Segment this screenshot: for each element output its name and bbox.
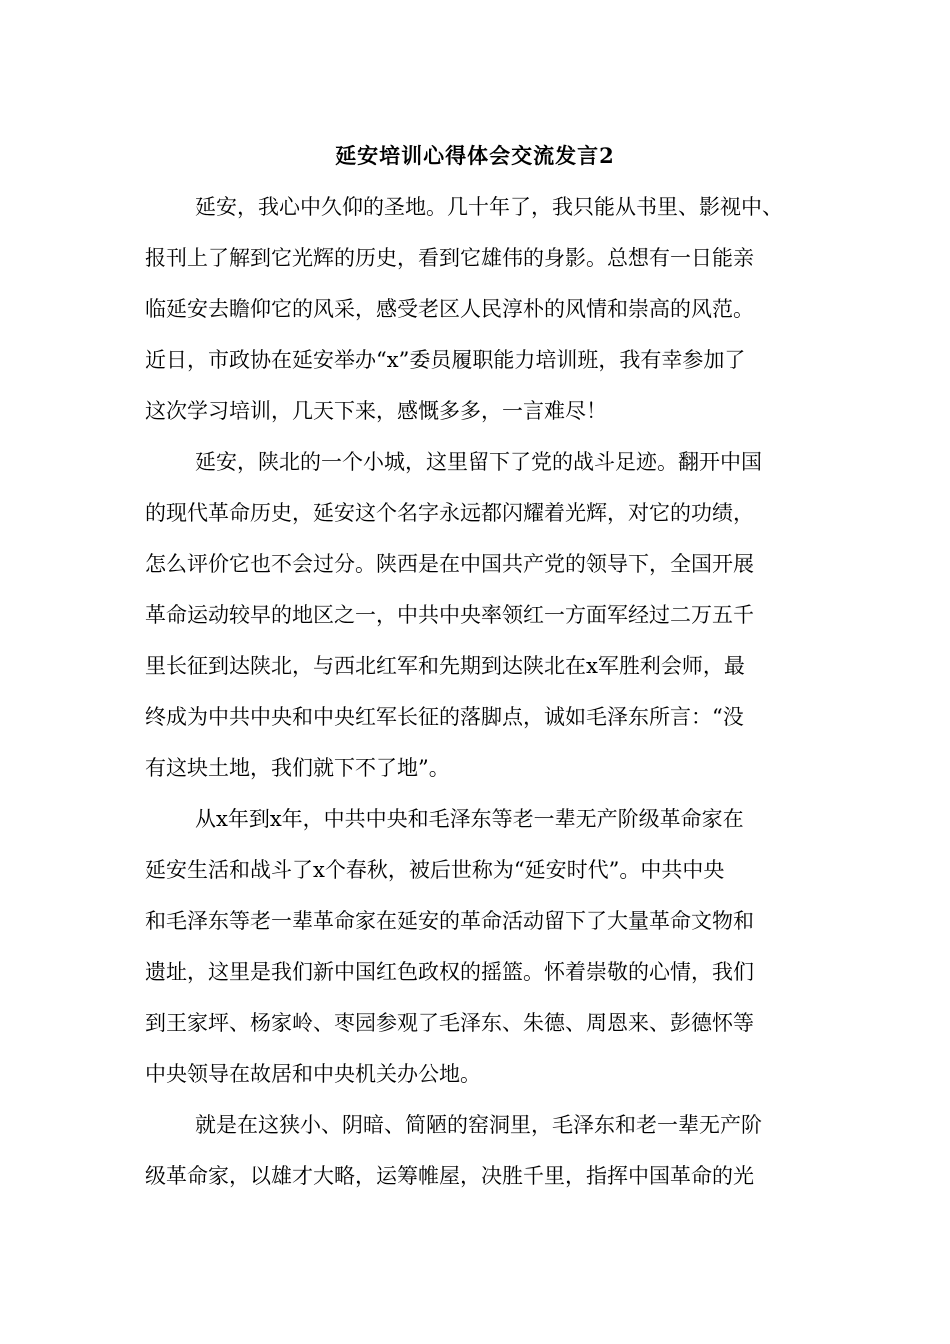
paragraph-line: 级革命家，以雄才大略，运筹帷屋，决胜千里，指挥中国革命的光	[145, 1164, 754, 1188]
paragraph-4	[145, 1107, 810, 1209]
paragraph-line: 遗址，这里是我们新中国红色政权的摇篮。怀着崇敬的心情，我们	[145, 960, 754, 984]
paragraph-line: 延安，我心中久仰的圣地。几十年了，我只能从书里、影视中、	[195, 195, 783, 219]
paragraph-1	[145, 189, 810, 444]
document-title: 延安培训心得体会交流发言2	[335, 143, 615, 168]
paragraph-line: 延安，陕北的一个小城，这里留下了党的战斗足迹。翻开中国	[195, 450, 762, 474]
paragraph-line: 报刊上了解到它光辉的历史，看到它雄伟的身影。总想有一日能亲	[145, 246, 754, 270]
paragraph-line: 延安生活和战斗了x个春秋，被后世称为“延安时代”。中共中央	[145, 858, 725, 882]
paragraph-line: 到王家坪、杨家岭、枣园参观了毛泽东、朱德、周恩来、彭德怀等	[145, 1011, 754, 1035]
paragraph-line: 临延安去瞻仰它的风采，感受老区人民淳朴的风情和崇高的风范。	[145, 297, 754, 321]
paragraph-line: 近日，市政协在延安举办“x”委员履职能力培训班，我有幸参加了	[145, 348, 746, 372]
paragraph-line: 就是在这狭小、阴暗、简陋的窑洞里，毛泽东和老一辈无产阶	[195, 1113, 762, 1137]
paragraph-line: 怎么评价它也不会过分。陕西是在中国共产党的领导下，全国开展	[145, 552, 754, 576]
paragraph-3	[145, 801, 810, 1107]
paragraph-line: 终成为中共中央和中央红军长征的落脚点，诚如毛泽东所言：“没	[145, 705, 744, 729]
paragraph-line: 有这块土地，我们就下不了地”。	[145, 756, 450, 780]
paragraph-line: 的现代革命历史，延安这个名字永远都闪耀着光辉，对它的功绩，	[145, 501, 754, 525]
paragraph-line: 从x年到x年，中共中央和毛泽东等老一辈无产阶级革命家在	[195, 807, 744, 831]
paragraph-2	[145, 444, 810, 801]
paragraph-line: 里长征到达陕北，与西北红军和先期到达陕北在x军胜利会师，最	[145, 654, 745, 678]
paragraph-line: 中央领导在故居和中央机关办公地。	[145, 1062, 481, 1086]
document-body	[145, 189, 810, 1209]
paragraph-line: 和毛泽东等老一辈革命家在延安的革命活动留下了大量革命文物和	[145, 909, 754, 933]
paragraph-line: 这次学习培训，几天下来，感慨多多，一言难尽！	[145, 399, 607, 423]
paragraph-line: 革命运动较早的地区之一，中共中央率领红一方面军经过二万五千	[145, 603, 754, 627]
